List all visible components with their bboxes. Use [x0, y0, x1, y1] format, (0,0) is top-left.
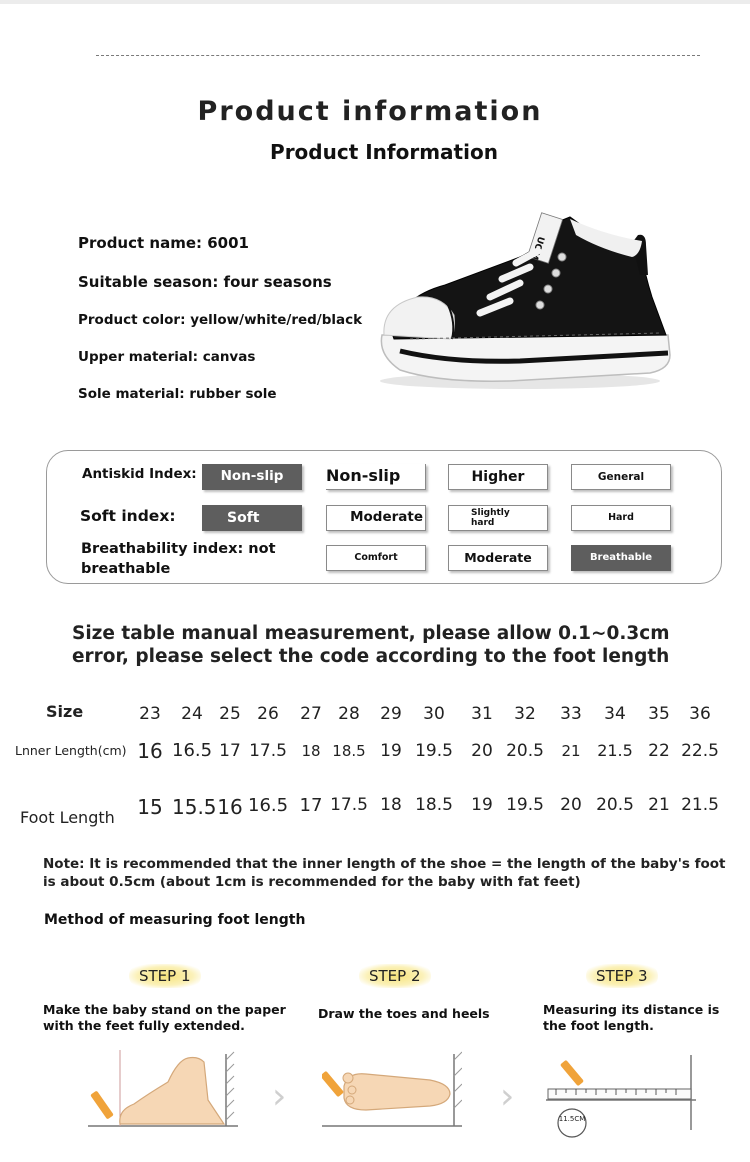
- product-sole-material: Sole material: rubber sole: [78, 386, 277, 402]
- size-cell: 31: [471, 704, 493, 724]
- step-chevron-2: ›: [500, 1076, 515, 1117]
- breathability-label: Breathability index: not breathable: [81, 541, 276, 577]
- step-3-illustration: [546, 1055, 696, 1140]
- foot-length-cell: 16: [217, 795, 243, 819]
- inner-length-cell: 16.5: [172, 740, 213, 761]
- foot-length-cell: 18.5: [415, 795, 453, 815]
- size-cell: 32: [514, 704, 536, 724]
- inner-length-cell: 22: [648, 740, 670, 761]
- brand-tab-text: UOMO: [526, 234, 546, 269]
- size-cell: 28: [338, 704, 360, 724]
- step-2-description: Draw the toes and heels: [318, 1006, 490, 1021]
- size-cell: 27: [300, 704, 322, 724]
- page-title: Product information: [197, 96, 543, 127]
- inner-length-cell: 21: [561, 741, 581, 760]
- antiskid-option-1: Non-slip: [202, 464, 302, 490]
- antiskid-option-4: General: [571, 464, 671, 490]
- dashed-divider: [96, 55, 700, 56]
- inner-length-cell: 18.5: [332, 741, 366, 760]
- foot-length-cell: 15: [137, 795, 163, 819]
- note-text: Note: It is recommended that the inner length of the shoe = the length of the baby's foot is about 0.5cm (about 1cm is recommended for the baby with fat feet): [43, 856, 726, 890]
- antiskid-label: Antiskid Index:: [82, 466, 197, 482]
- inner-length-cell: 17: [219, 740, 241, 761]
- size-cell: 35: [648, 704, 670, 724]
- step-1-illustration: [88, 1050, 238, 1130]
- foot-length-cell: 15.5: [172, 795, 217, 819]
- step-chevron-1: ›: [272, 1076, 287, 1117]
- foot-length-cell: 17.5: [330, 795, 368, 815]
- breath-option-3: Breathable: [571, 545, 671, 571]
- size-cell: 26: [257, 704, 279, 724]
- foot-length-cell: 19: [471, 795, 493, 815]
- size-cell: 24: [181, 704, 203, 724]
- soft-label: Soft index:: [80, 507, 176, 525]
- top-divider: [0, 0, 750, 4]
- product-name: Product name: 6001: [78, 234, 249, 252]
- page-subtitle: Product Information: [270, 140, 498, 164]
- soft-option-1: Soft: [202, 505, 302, 531]
- step-1-badge: STEP 1: [129, 964, 201, 988]
- size-cell: 36: [689, 704, 711, 724]
- inner-length-cell: 20.5: [506, 740, 544, 761]
- foot-length-cell: 16.5: [248, 795, 289, 816]
- size-cell: 29: [380, 704, 402, 724]
- inner-length-cell: 19.5: [415, 740, 453, 761]
- inner-length-cell: 16: [137, 739, 163, 763]
- size-row-label: Size: [46, 702, 84, 721]
- soft-option-3: [448, 505, 548, 531]
- foot-length-cell: 21: [648, 795, 670, 815]
- foot-length-cell: 18: [380, 795, 402, 815]
- step-3-badge: STEP 3: [586, 964, 658, 988]
- size-cell: 30: [423, 704, 445, 724]
- inner-length-cell: 18: [301, 741, 321, 760]
- shoe-image: [370, 205, 680, 395]
- size-cell: 34: [604, 704, 626, 724]
- method-heading: Method of measuring foot length: [44, 912, 306, 928]
- step-3-description: Measuring its distance is the foot length.: [543, 1002, 720, 1033]
- inner-length-cell: 17.5: [249, 740, 287, 761]
- inner-length-cell: 20: [471, 740, 493, 761]
- foot-length-cell: 17: [299, 795, 323, 816]
- size-cell: 33: [560, 704, 582, 724]
- inner-length-cell: 22.5: [681, 740, 719, 761]
- foot-length-cell: 20.5: [596, 795, 634, 815]
- inner-length-cell: 21.5: [597, 741, 633, 760]
- step-1-description: Make the baby stand on the paper with the feet fully extended.: [43, 1002, 286, 1033]
- step-2-illustration: [322, 1050, 462, 1130]
- antiskid-option-3: Higher: [448, 464, 548, 490]
- antiskid-option-2: Non-slip: [326, 464, 426, 490]
- step-2-badge: STEP 2: [359, 964, 431, 988]
- product-color: Product color: yellow/white/red/black: [78, 312, 363, 328]
- foot-length-cell: 20: [560, 795, 582, 815]
- breath-option-1: Comfort: [326, 545, 426, 571]
- inner-length-cell: 19: [380, 740, 402, 761]
- size-table-heading: Size table manual measurement, please allow 0.1~0.3cm error, please select the code according to the foot length: [72, 623, 670, 667]
- size-cell: 25: [219, 704, 241, 724]
- inner-length-row-label: Lnner Length(cm): [15, 743, 127, 758]
- product-upper-material: Upper material: canvas: [78, 349, 256, 365]
- size-cell: 23: [139, 704, 161, 724]
- product-season: Suitable season: four seasons: [78, 273, 332, 291]
- soft-option-4: Hard: [571, 505, 671, 531]
- foot-length-cell: 19.5: [506, 795, 544, 815]
- soft-option-2: Moderate: [326, 505, 426, 531]
- breath-option-2: Moderate: [448, 545, 548, 571]
- foot-length-row-label: Foot Length: [20, 808, 115, 827]
- soft-option-3-text: Slightly hard: [471, 507, 510, 528]
- foot-length-cell: 21.5: [681, 795, 719, 815]
- ruler-badge-text: 11.5CM: [558, 1115, 586, 1123]
